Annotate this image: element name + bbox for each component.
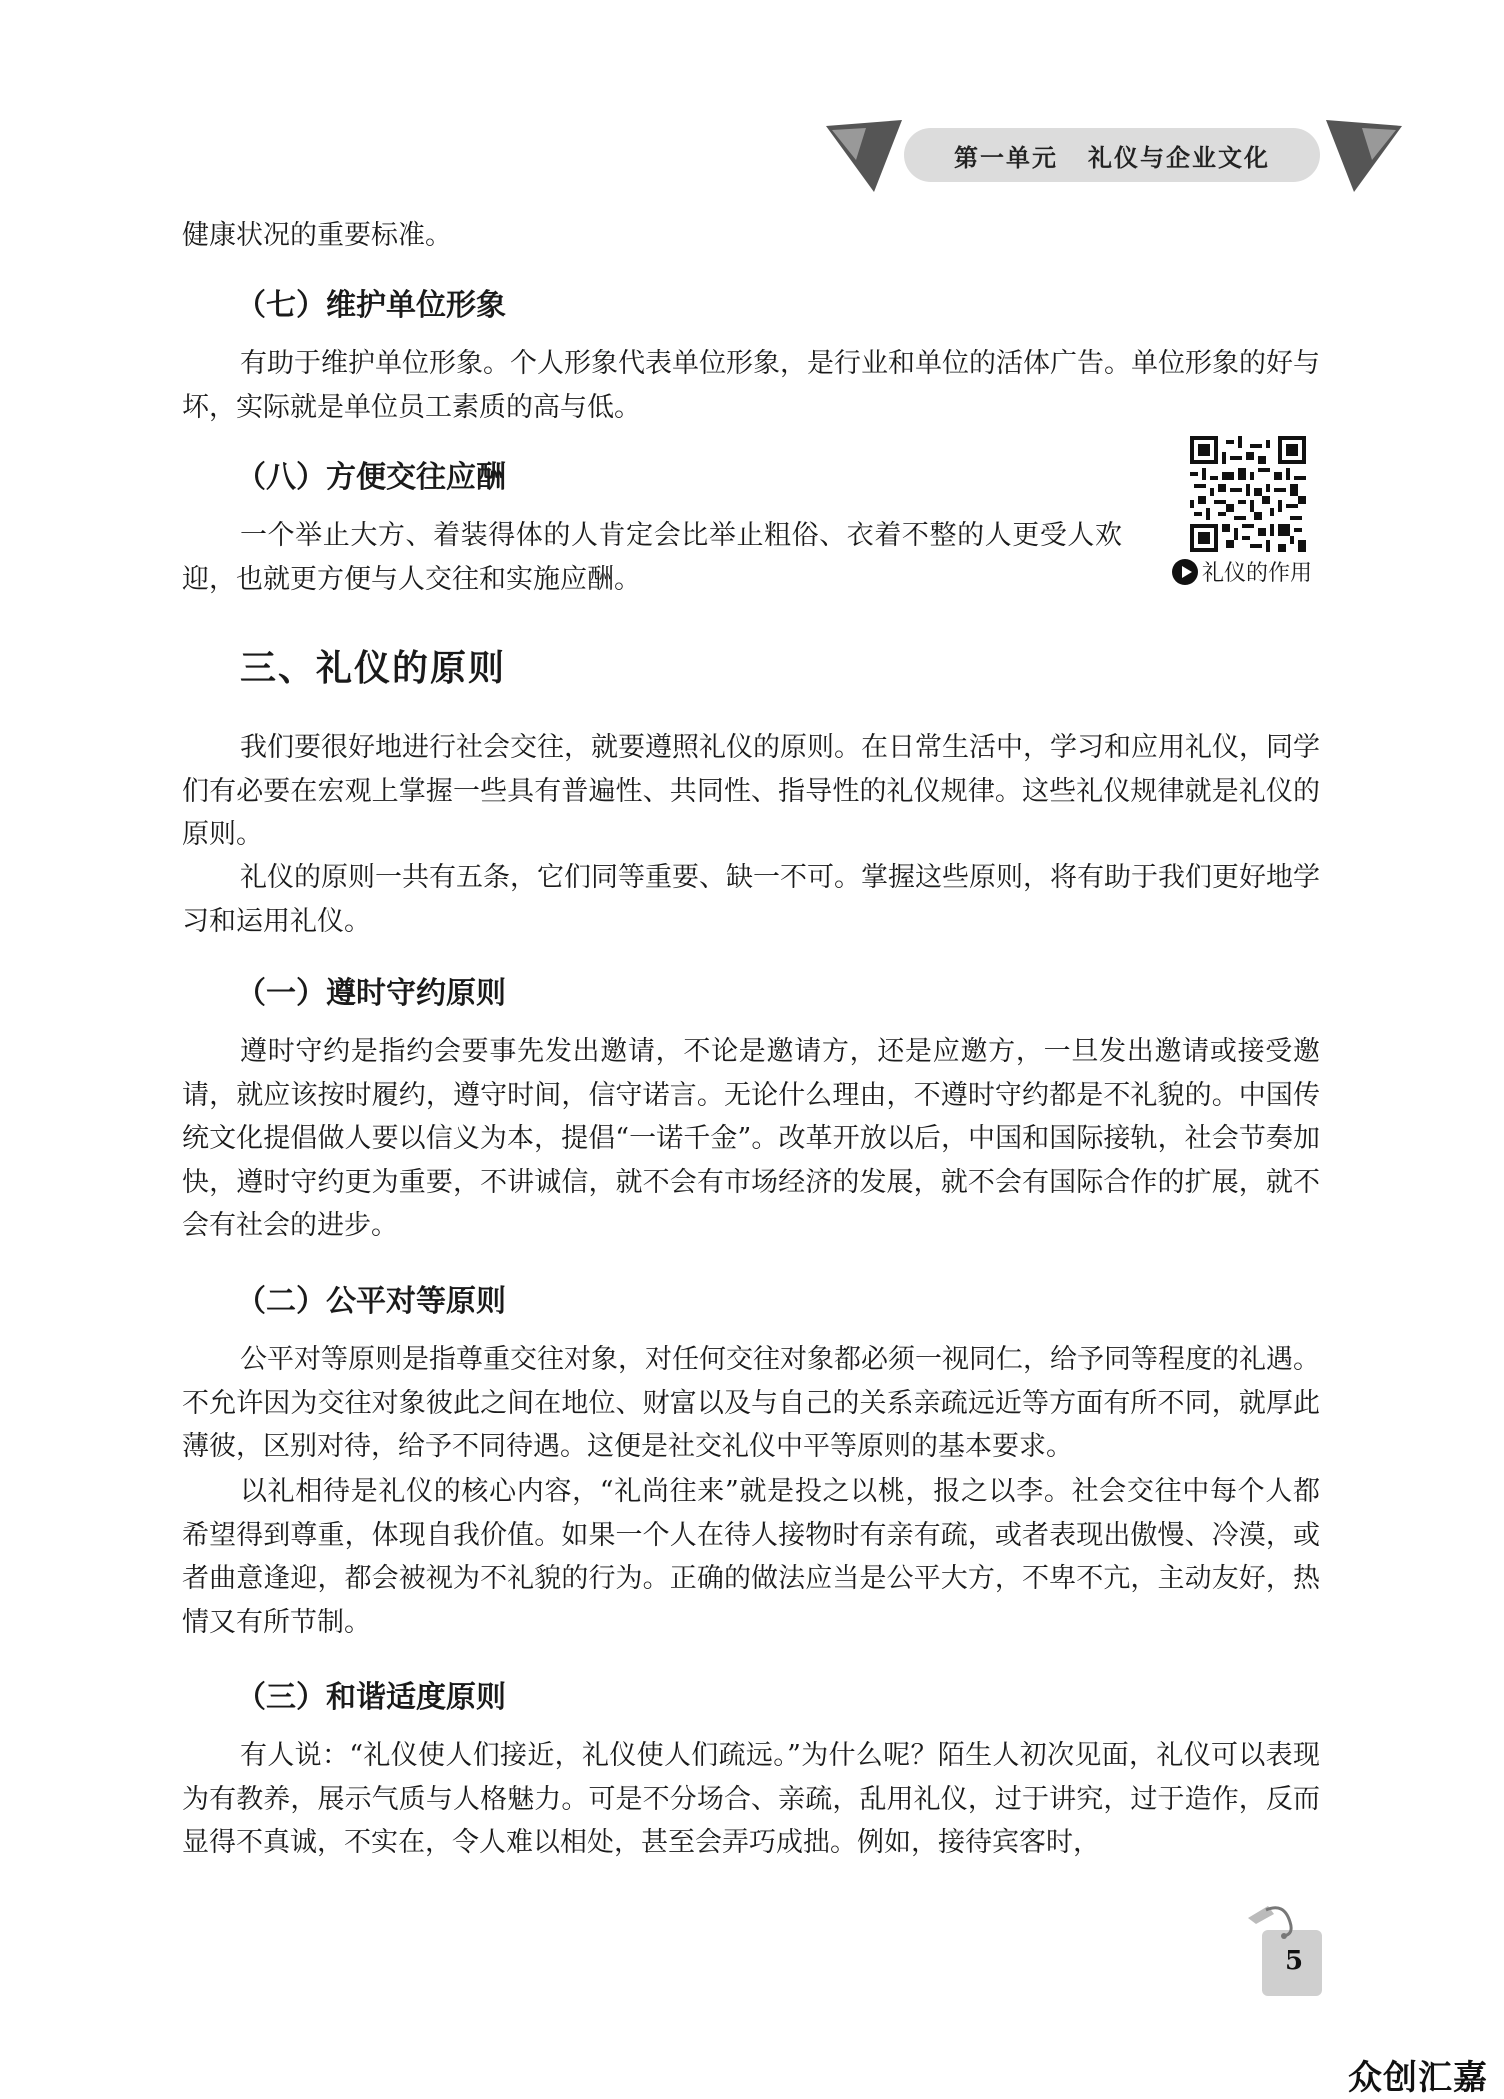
page-number: 5 [1284,1946,1304,1976]
play-icon [1172,559,1198,585]
header-right-triangle [1326,120,1402,192]
heading-social-contact: （八）方便交往应酬 [236,460,506,495]
section-heading-principles: 三、礼仪的原则 [240,648,507,689]
paragraph-punctuality: 遵时守约是指约会要事先发出邀请，不论是邀请方，还是应邀方，一旦发出邀请或接受邀请，就应该按时履约，遵守时间，信守诺言。无论什么理由，不遵时守约都是不礼貌的。中国传统文化提倡做人要以信义为本，提倡“一诺千金”。改革开放以后，中国和国际接轨，社会节奏加快，遵时守约更为重要，不讲诚信，就不会有市场经济的发展，就不会有国际合作的扩展，就不会有社会的进步。 [182,1036,1320,1241]
heading-punctuality: （一）遵时守约原则 [236,976,506,1011]
paragraph-equality-1: 公平对等原则是指尊重交往对象，对任何交往对象都必须一视同仁，给予同等程度的礼遇。不允许因为交往对象彼此之间在地位、财富以及与自己的关系亲疏远近等方面有所不同，就厚此薄彼，区别对待，给予不同待遇。这便是社交礼仪中平等原则的基本要求。 [182,1344,1320,1462]
paragraph-social-contact: 一个举止大方、着装得体的人肯定会比举止粗俗、衣着不整的人更受人欢迎，也就更方便与人交往和实施应酬。 [182,520,1122,595]
paragraph-harmony: 有人说：“礼仪使人们接近，礼仪使人们疏远。”为什么呢？陌生人初次见面，礼仪可以表现为有教养，展示气质与人格魅力。可是不分场合、亲疏，乱用礼仪，过于讲究，过于造作，反而显得不真诚，不实在，令人难以相处，甚至会弄巧成拙。例如，接待宾客时， [182,1740,1320,1858]
chapter-unit: 第一单元 [954,143,1058,172]
heading-equality: （二）公平对等原则 [236,1284,506,1319]
chapter-header [904,128,1320,182]
paragraph-equality-2: 以礼相待是礼仪的核心内容，“礼尚往来”就是投之以桃，报之以李。社会交往中每个人都希望得到尊重，体现自我价值。如果一个人在待人接物时有亲有疏，或者表现出傲慢、冷漠，或者曲意逢迎，都会被视为不礼貌的行为。正确的做法应当是公平大方，不卑不亢，主动友好，热情又有所节制。 [182,1476,1320,1638]
qr-code[interactable] [1190,436,1306,552]
heading-harmony: （三）和谐适度原则 [236,1680,506,1715]
paragraph-top: 健康状况的重要标准。 [182,220,452,251]
qr-caption-text: 礼仪的作用 [1202,561,1313,586]
qr-caption[interactable] [1172,556,1312,587]
header-left-triangle [826,120,902,192]
chapter-title: 礼仪与企业文化 [1088,143,1270,172]
paragraph-principles-intro: 我们要很好地进行社会交往，就要遵照礼仪的原则。在日常生活中，学习和应用礼仪，同学们有必要在宏观上掌握一些具有普遍性、共同性、指导性的礼仪规律。这些礼仪规律就是礼仪的原则。 [182,732,1320,850]
paragraph-maintain-image: 有助于维护单位形象。个人形象代表单位形象，是行业和单位的活体广告。单位形象的好与坏，实际就是单位员工素质的高与低。 [182,348,1320,423]
paragraph-principles-count: 礼仪的原则一共有五条，它们同等重要、缺一不可。掌握这些原则，将有助于我们更好地学习和运用礼仪。 [182,862,1320,937]
heading-maintain-image: （七）维护单位形象 [236,288,506,323]
watermark: 众创汇嘉 [1348,2058,1488,2098]
